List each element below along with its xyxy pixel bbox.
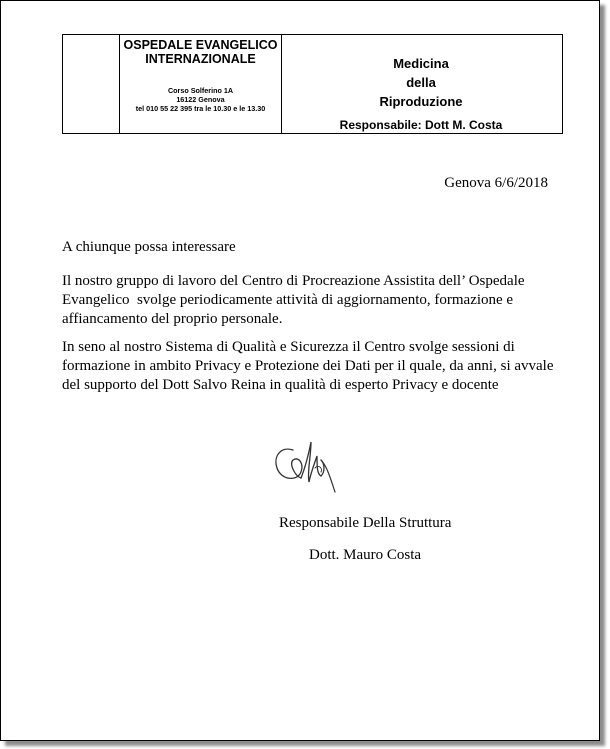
department-name xyxy=(280,54,562,111)
paragraph-line: formazione in ambito Privacy e Protezione dei Dati per il quale, da anni, si avvale xyxy=(62,358,554,374)
paragraph-line: In seno al nostro Sistema di Qualità e Sicurezza il Centro svolge sessioni di xyxy=(62,339,515,355)
closing-role: Responsabile Della Struttura xyxy=(279,515,452,531)
address-phone: tel 010 55 22 395 tra le 10.30 e le 13.30 xyxy=(135,104,266,113)
letterhead xyxy=(62,34,563,134)
paragraph-line: affiancamento del proprio personale. xyxy=(62,311,283,327)
letter-date: Genova 6/6/2018 xyxy=(444,175,548,191)
hospital-name-line: OSPEDALE EVANGELICO xyxy=(123,38,278,52)
hospital-info-cell xyxy=(119,35,282,133)
address-city: 16122 Genova xyxy=(176,95,225,104)
department-line: Riproduzione xyxy=(379,94,463,109)
paragraph-1 xyxy=(62,272,562,329)
department-responsible: Responsabile: Dott M. Costa xyxy=(339,118,503,132)
paragraph-2 xyxy=(62,338,562,395)
handwritten-signature xyxy=(271,438,343,496)
address-street: Corso Solferino 1A xyxy=(167,86,234,95)
hospital-address xyxy=(120,86,281,113)
hospital-name-line: INTERNAZIONALE xyxy=(145,52,256,66)
closing-name: Dott. Mauro Costa xyxy=(309,547,422,563)
paragraph-line: del supporto del Dott Salvo Reina in qualità di esperto Privacy e docente xyxy=(62,377,499,393)
department-line: Medicina xyxy=(393,56,449,71)
salutation: A chiunque possa interessare xyxy=(62,239,236,255)
paragraph-line: Il nostro gruppo di lavoro del Centro di Procreazione Assistita dell’ Ospedale xyxy=(62,273,525,289)
hospital-name xyxy=(120,38,281,66)
department-line: della xyxy=(406,75,436,90)
paragraph-line: Evangelico svolge periodicamente attività di aggiornamento, formazione e xyxy=(62,292,514,308)
